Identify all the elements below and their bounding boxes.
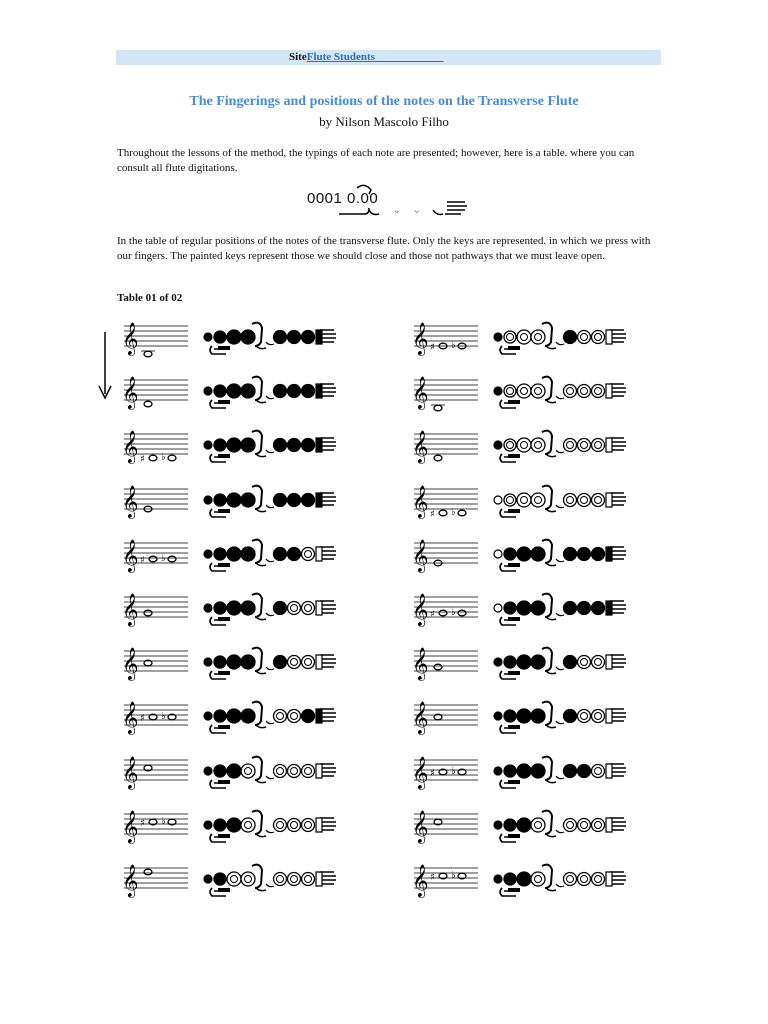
fingering-row	[410, 858, 660, 902]
fingering-row	[410, 533, 660, 577]
svg-text:ᵕ: ᵕ	[415, 208, 420, 219]
treble-clef-icon: 𝄞	[122, 376, 139, 410]
flat-icon: ♭	[161, 815, 166, 827]
treble-clef-icon: 𝄞	[122, 864, 139, 897]
fingering-row	[410, 804, 660, 848]
svg-text:ᵕ: ᵕ	[395, 208, 400, 219]
note-head	[439, 610, 447, 616]
treble-clef-icon: 𝄞	[122, 809, 139, 843]
fingering-row	[120, 533, 370, 577]
author-line: by Nilson Mascolo Filho	[319, 114, 449, 129]
note-head	[439, 510, 447, 516]
fingering-row	[120, 316, 370, 360]
fingering-row	[410, 479, 660, 523]
treble-clef-icon: 𝄞	[122, 538, 139, 572]
site-header	[289, 51, 444, 64]
site-link[interactable]: Flute Students	[306, 51, 375, 63]
site-prefix: Site	[289, 51, 307, 63]
sharp-icon: ♯	[430, 342, 435, 353]
flute-keys-icon	[204, 431, 336, 462]
note-head	[458, 510, 466, 516]
treble-clef-icon: 𝄞	[122, 755, 139, 789]
fingering-row	[410, 641, 660, 685]
sharp-icon: ♯	[430, 609, 435, 620]
fingering-row	[120, 750, 370, 794]
flute-keys-icon	[494, 648, 626, 679]
note-head	[144, 401, 152, 407]
flute-keys-icon	[204, 810, 336, 841]
flute-keys-icon	[494, 810, 626, 841]
fingering-row	[120, 858, 370, 902]
fingering-row	[410, 750, 660, 794]
fingering-row	[410, 370, 660, 414]
treble-clef-icon: 𝄞	[412, 864, 429, 897]
flute-keys-icon	[204, 539, 336, 570]
flute-keys-icon	[494, 323, 626, 354]
treble-clef-icon: 𝄞	[122, 701, 139, 735]
note-head	[434, 405, 442, 411]
page-title: The Fingerings and positions of the notes on the Transverse Flute	[189, 94, 579, 109]
fingering-row	[410, 587, 660, 631]
flute-keys-icon	[494, 485, 626, 516]
flat-icon: ♭	[161, 552, 166, 564]
flat-icon: ♭	[451, 765, 456, 777]
flute-keys-icon	[494, 756, 626, 787]
note-head	[144, 869, 152, 875]
down-arrow-icon	[97, 332, 113, 400]
explanation-paragraph: In the table of regular positions of the notes of the transverse flute. Only the keys are represented. in which we press with our fingers. The painted keys represent those we should close and those not pathways that we must leave open.	[117, 235, 651, 262]
legend-code: 0001 0.00	[307, 190, 379, 207]
treble-clef-icon: 𝄞	[412, 322, 429, 355]
fingering-row	[120, 370, 370, 414]
fingering-row	[120, 424, 370, 468]
treble-clef-icon: 𝄞	[122, 430, 139, 464]
note-head	[149, 456, 157, 462]
flat-icon: ♭	[451, 607, 456, 618]
flute-keys-icon	[494, 702, 626, 733]
treble-clef-icon: 𝄞	[412, 755, 429, 789]
treble-clef-icon: 𝄞	[122, 484, 139, 518]
fingering-row	[410, 424, 660, 468]
flat-icon: ♭	[161, 711, 166, 723]
flat-icon: ♭	[451, 870, 456, 881]
fingering-row	[120, 641, 370, 685]
flat-icon: ♭	[451, 506, 456, 518]
treble-clef-icon: 𝄞	[412, 484, 429, 518]
sharp-icon: ♯	[140, 554, 145, 566]
treble-clef-icon: 𝄞	[412, 593, 429, 626]
flute-keys-icon	[204, 485, 336, 516]
note-head	[144, 351, 152, 357]
note-head	[144, 610, 152, 616]
fingering-row	[120, 804, 370, 848]
note-head	[434, 456, 442, 462]
note-head	[434, 664, 442, 670]
fingering-row	[410, 316, 660, 360]
flute-keys-icon	[204, 323, 336, 354]
flute-keys-icon	[494, 594, 626, 625]
intro-paragraph: Throughout the lessons of the method, the typings of each note are presented; however, here is a table. where you can consult all flute digitations.	[117, 147, 635, 174]
key-legend	[307, 180, 472, 224]
note-head	[458, 610, 466, 616]
flute-keys-icon	[494, 539, 626, 570]
treble-clef-icon: 𝄞	[122, 322, 139, 355]
sharp-icon: ♯	[430, 767, 435, 779]
flat-icon: ♭	[451, 340, 456, 351]
flute-keys-icon	[204, 756, 336, 787]
flute-keys-icon	[494, 431, 626, 462]
flute-keys-icon	[494, 865, 626, 896]
sharp-icon: ♯	[140, 454, 145, 466]
sharp-icon: ♯	[140, 713, 145, 725]
treble-clef-icon: 𝄞	[412, 376, 429, 410]
table-title: Table 01 of 02	[117, 292, 183, 304]
note-head	[149, 556, 157, 562]
fingering-row	[120, 695, 370, 739]
legend-keys-icon	[307, 180, 472, 224]
flute-keys-icon	[204, 648, 336, 679]
sharp-icon: ♯	[140, 817, 145, 829]
flute-keys-icon	[494, 377, 626, 408]
treble-clef-icon: 𝄞	[412, 430, 429, 464]
note-head	[168, 556, 176, 562]
treble-clef-icon: 𝄞	[412, 701, 429, 735]
fingering-row	[120, 479, 370, 523]
treble-clef-icon: 𝄞	[122, 593, 139, 626]
flute-keys-icon	[204, 702, 336, 733]
treble-clef-icon: 𝄞	[412, 647, 429, 681]
treble-clef-icon: 𝄞	[122, 647, 139, 681]
treble-clef-icon: 𝄞	[412, 538, 429, 572]
sharp-icon: ♯	[430, 872, 435, 883]
fingering-row	[120, 587, 370, 631]
flute-keys-icon	[204, 594, 336, 625]
flute-keys-icon	[204, 377, 336, 408]
sharp-icon: ♯	[430, 508, 435, 520]
fingering-row	[410, 695, 660, 739]
flat-icon: ♭	[161, 452, 166, 464]
treble-clef-icon: 𝄞	[412, 809, 429, 843]
flute-keys-icon	[204, 865, 336, 896]
note-head	[168, 456, 176, 462]
